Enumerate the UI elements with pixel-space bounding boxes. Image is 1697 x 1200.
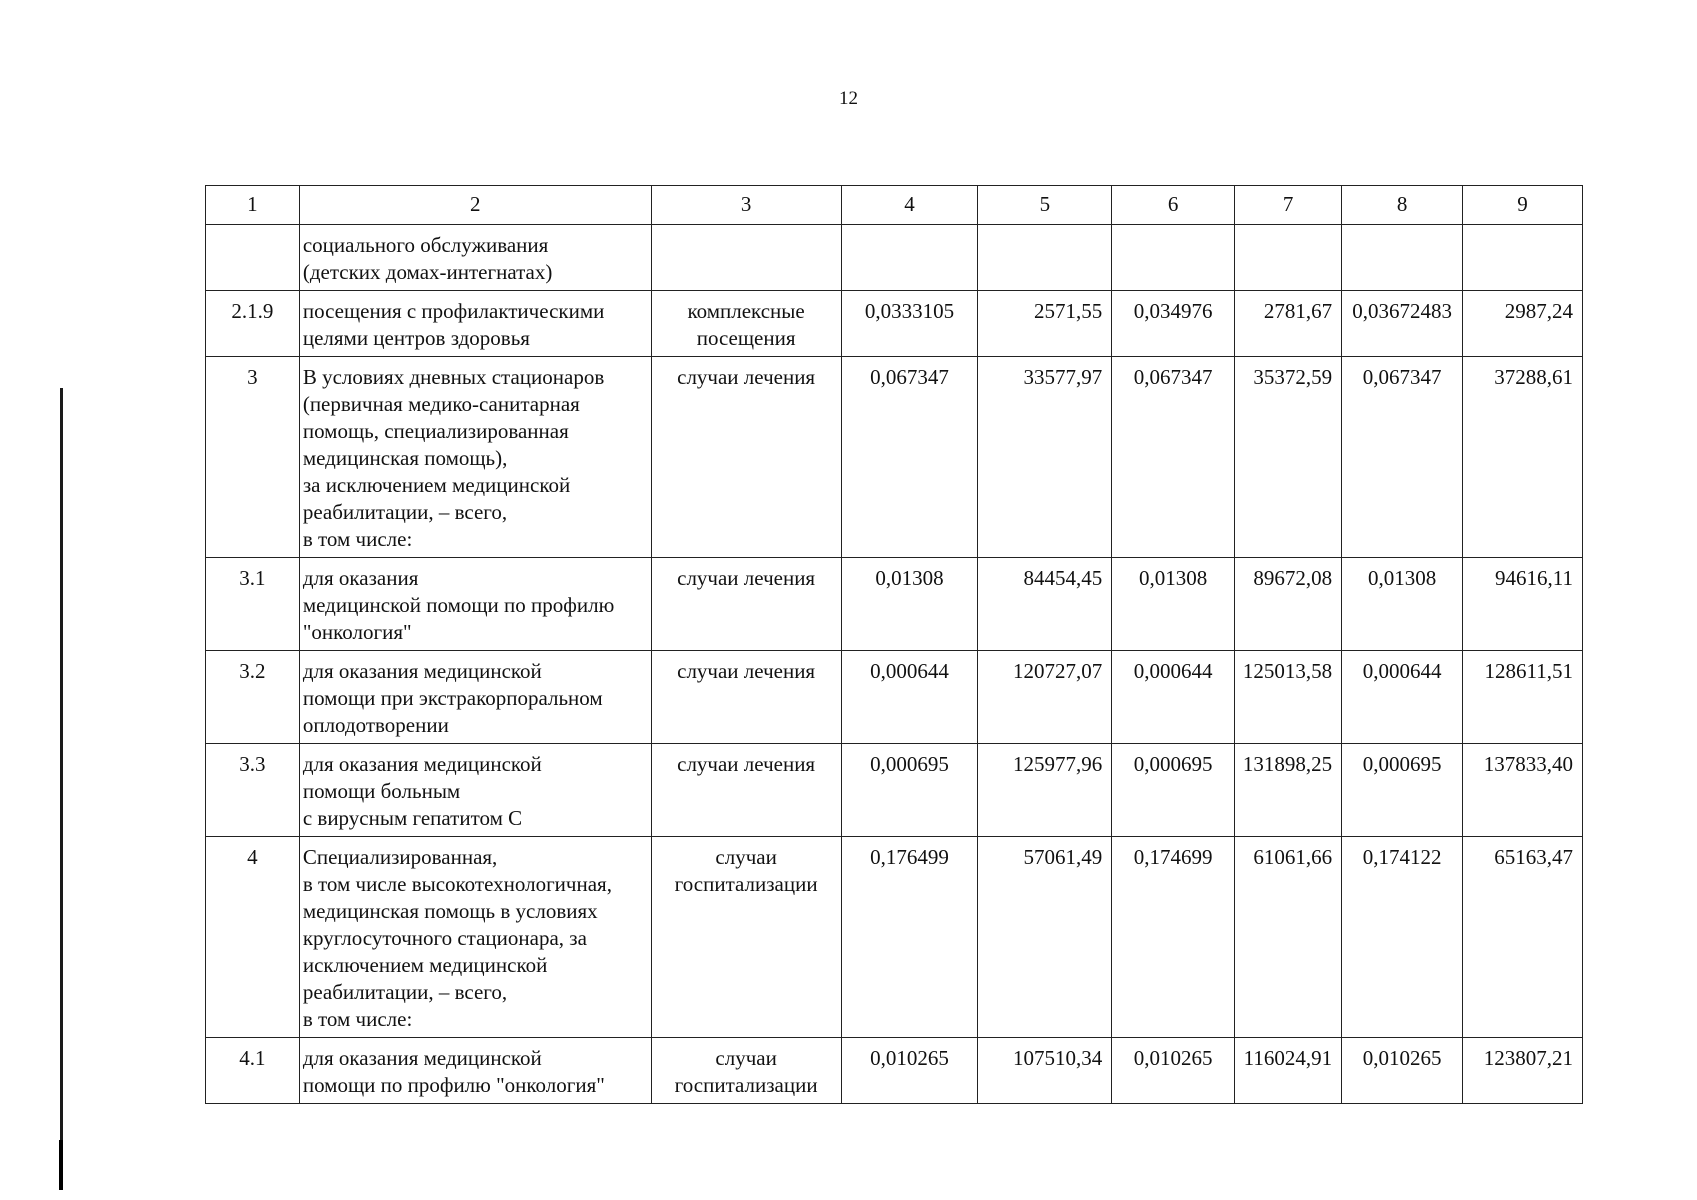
value-cell-col6: 0,034976 <box>1112 291 1235 357</box>
value-cell-col7: 35372,59 <box>1235 357 1342 558</box>
description-line: В условиях дневных стационаров <box>302 365 605 389</box>
description-line: медицинская помощь), <box>302 446 508 470</box>
unit-line: госпитализации <box>674 1073 818 1097</box>
value-cell-col5: 2571,55 <box>978 291 1112 357</box>
value-cell-col7: 2781,67 <box>1235 291 1342 357</box>
description-line: для оказания <box>302 566 419 590</box>
value-cell-col8: 0,174122 <box>1342 837 1463 1038</box>
description-line: за исключением медицинской <box>302 473 571 497</box>
value-cell-col9: 137833,40 <box>1463 744 1583 837</box>
description-line: исключением медицинской <box>302 953 548 977</box>
value-cell-col8: 0,000695 <box>1342 744 1463 837</box>
description-line: помощи по профилю "онкология" <box>302 1073 605 1097</box>
unit-line: случаи лечения <box>677 752 816 776</box>
value-cell-col4: 0,176499 <box>841 837 978 1038</box>
value-cell-col9: 94616,11 <box>1463 558 1583 651</box>
unit-line: комплексные <box>687 299 805 323</box>
row-number-cell: 3 <box>206 357 300 558</box>
description-line: посещения с профилактическими <box>302 299 605 323</box>
description-line: целями центров здоровья <box>302 326 530 350</box>
value-cell-col9: 37288,61 <box>1463 357 1583 558</box>
description-line: для оказания медицинской <box>302 752 542 776</box>
table-row <box>206 291 1583 357</box>
unit-cell <box>651 225 841 291</box>
data-table <box>205 185 1583 1104</box>
unit-cell <box>651 357 841 558</box>
value-cell-col5: 107510,34 <box>978 1038 1112 1104</box>
value-cell-col9 <box>1463 225 1583 291</box>
unit-line: случаи <box>715 845 777 869</box>
row-description-cell <box>299 225 651 291</box>
description-line: реабилитации, – всего, <box>302 980 508 1004</box>
value-cell-col6: 0,000644 <box>1112 651 1235 744</box>
value-cell-col5 <box>978 225 1112 291</box>
description-line: "онкология" <box>302 620 412 644</box>
value-cell-col6: 0,000695 <box>1112 744 1235 837</box>
description-line: оплодотворении <box>302 713 449 737</box>
description-line: помощи при экстракорпоральном <box>302 686 603 710</box>
row-number-cell: 4 <box>206 837 300 1038</box>
row-description-cell <box>299 837 651 1038</box>
value-cell-col6: 0,01308 <box>1112 558 1235 651</box>
column-number-header: 1 <box>206 186 300 225</box>
table-row <box>206 837 1583 1038</box>
column-number-header: 9 <box>1463 186 1583 225</box>
row-description-cell <box>299 291 651 357</box>
description-line: помощи больным <box>302 779 461 803</box>
value-cell-col4: 0,067347 <box>841 357 978 558</box>
description-line: для оказания медицинской <box>302 1046 542 1070</box>
unit-cell <box>651 1038 841 1104</box>
value-cell-col7: 89672,08 <box>1235 558 1342 651</box>
row-description-cell <box>299 558 651 651</box>
row-number-cell: 3.3 <box>206 744 300 837</box>
description-line: социального обслуживания <box>302 233 549 257</box>
table-header-row <box>206 186 1583 225</box>
value-cell-col7 <box>1235 225 1342 291</box>
value-cell-col8: 0,010265 <box>1342 1038 1463 1104</box>
row-description-cell <box>299 1038 651 1104</box>
table-row <box>206 225 1583 291</box>
value-cell-col9: 2987,24 <box>1463 291 1583 357</box>
value-cell-col5: 33577,97 <box>978 357 1112 558</box>
value-cell-col4: 0,01308 <box>841 558 978 651</box>
value-cell-col7: 125013,58 <box>1235 651 1342 744</box>
row-number-cell: 2.1.9 <box>206 291 300 357</box>
value-cell-col6 <box>1112 225 1235 291</box>
value-cell-col8: 0,03672483 <box>1342 291 1463 357</box>
value-cell-col8: 0,000644 <box>1342 651 1463 744</box>
value-cell-col6: 0,174699 <box>1112 837 1235 1038</box>
unit-cell <box>651 651 841 744</box>
description-line: Специализированная, <box>302 845 498 869</box>
description-line: в том числе: <box>302 527 413 551</box>
unit-line: случаи <box>715 1046 777 1070</box>
value-cell-col5: 120727,07 <box>978 651 1112 744</box>
unit-line: посещения <box>696 326 796 350</box>
description-line: для оказания медицинской <box>302 659 542 683</box>
column-number-header: 7 <box>1235 186 1342 225</box>
unit-line: госпитализации <box>674 872 818 896</box>
description-line: помощь, специализированная <box>302 419 569 443</box>
scan-edge-artifact <box>60 388 63 1188</box>
value-cell-col6: 0,010265 <box>1112 1038 1235 1104</box>
row-number-cell: 4.1 <box>206 1038 300 1104</box>
description-line: медицинская помощь в условиях <box>302 899 598 923</box>
column-number-header: 3 <box>651 186 841 225</box>
table-row <box>206 1038 1583 1104</box>
value-cell-col7: 61061,66 <box>1235 837 1342 1038</box>
value-cell-col4 <box>841 225 978 291</box>
value-cell-col6: 0,067347 <box>1112 357 1235 558</box>
description-line: с вирусным гепатитом С <box>302 806 523 830</box>
value-cell-col4: 0,010265 <box>841 1038 978 1104</box>
value-cell-col7: 131898,25 <box>1235 744 1342 837</box>
unit-cell <box>651 558 841 651</box>
unit-cell <box>651 291 841 357</box>
unit-line: случаи лечения <box>677 659 816 683</box>
page-number: 12 <box>839 88 858 109</box>
column-number-header: 5 <box>978 186 1112 225</box>
value-cell-col7: 116024,91 <box>1235 1038 1342 1104</box>
value-cell-col4: 0,0333105 <box>841 291 978 357</box>
row-description-cell <box>299 357 651 558</box>
table-row <box>206 651 1583 744</box>
column-number-header: 4 <box>841 186 978 225</box>
description-line: круглосуточного стационара, за <box>302 926 587 950</box>
row-number-cell <box>206 225 300 291</box>
scan-edge-artifact-bold <box>59 1140 63 1190</box>
unit-cell <box>651 837 841 1038</box>
description-line: реабилитации, – всего, <box>302 500 508 524</box>
unit-line: случаи лечения <box>677 566 816 590</box>
value-cell-col8: 0,067347 <box>1342 357 1463 558</box>
value-cell-col9: 123807,21 <box>1463 1038 1583 1104</box>
description-line: в том числе: <box>302 1007 413 1031</box>
value-cell-col5: 125977,96 <box>978 744 1112 837</box>
value-cell-col9: 65163,47 <box>1463 837 1583 1038</box>
unit-line: случаи лечения <box>677 365 816 389</box>
table-row <box>206 744 1583 837</box>
description-line: (детских домах-интегнатах) <box>302 260 553 284</box>
value-cell-col5: 57061,49 <box>978 837 1112 1038</box>
table-row <box>206 357 1583 558</box>
row-description-cell <box>299 651 651 744</box>
row-number-cell: 3.1 <box>206 558 300 651</box>
column-number-header: 6 <box>1112 186 1235 225</box>
column-number-header: 2 <box>299 186 651 225</box>
description-line: медицинской помощи по профилю <box>302 593 615 617</box>
description-line: (первичная медико-санитарная <box>302 392 580 416</box>
value-cell-col5: 84454,45 <box>978 558 1112 651</box>
column-number-header: 8 <box>1342 186 1463 225</box>
value-cell-col8: 0,01308 <box>1342 558 1463 651</box>
table-row <box>206 558 1583 651</box>
unit-cell <box>651 744 841 837</box>
table-body <box>206 186 1583 1104</box>
row-description-cell <box>299 744 651 837</box>
value-cell-col9: 128611,51 <box>1463 651 1583 744</box>
description-line: в том числе высокотехнологичная, <box>302 872 612 896</box>
value-cell-col4: 0,000644 <box>841 651 978 744</box>
row-number-cell: 3.2 <box>206 651 300 744</box>
value-cell-col4: 0,000695 <box>841 744 978 837</box>
value-cell-col8 <box>1342 225 1463 291</box>
